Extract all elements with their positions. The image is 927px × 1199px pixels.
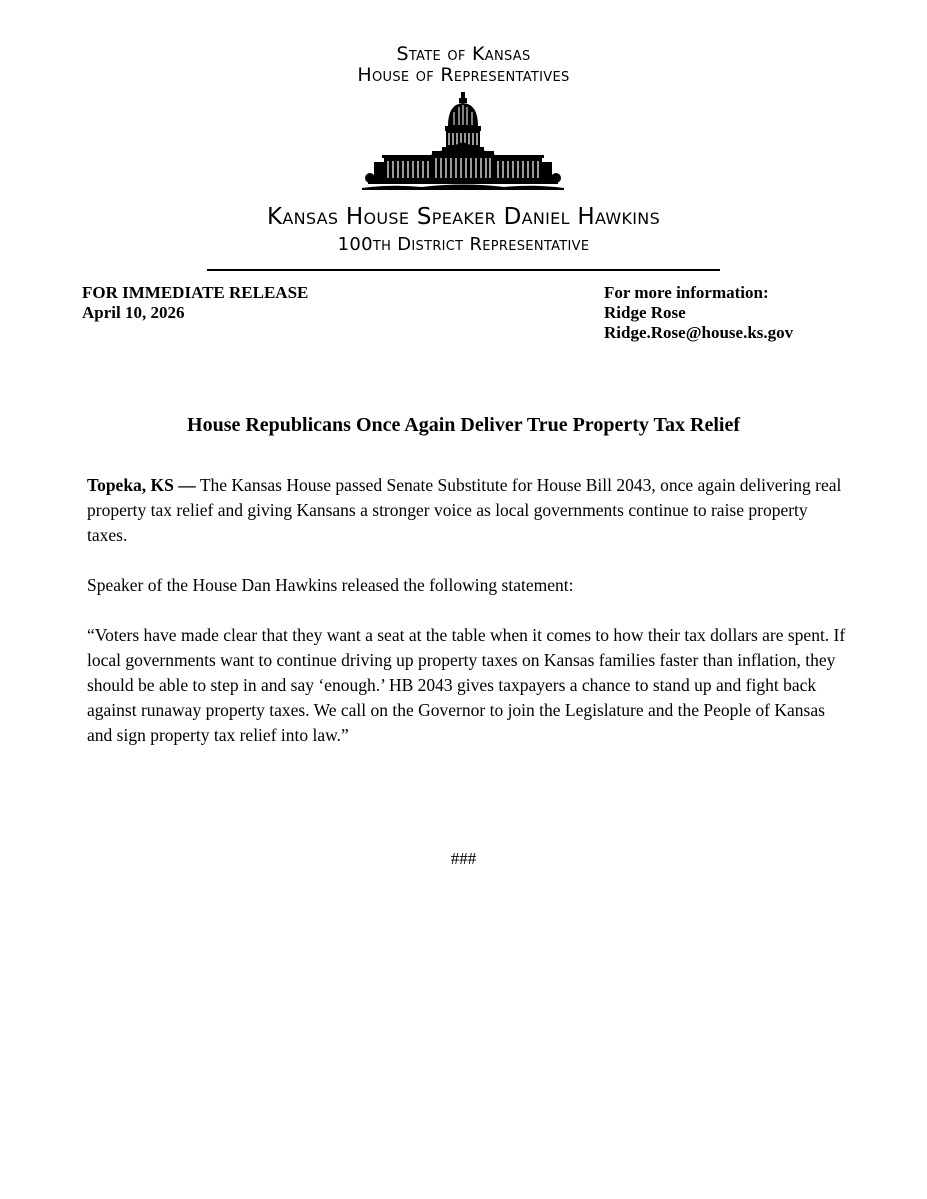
header-divider <box>207 269 720 271</box>
letterhead-house: House of Representatives <box>357 64 570 86</box>
letterhead-state: State of Kansas <box>396 43 531 65</box>
contact-label: For more information: <box>604 283 769 302</box>
dateline: Topeka, KS — <box>87 475 196 495</box>
contact-email: Ridge.Rose@house.ks.gov <box>604 323 794 342</box>
end-mark: ### <box>450 849 477 868</box>
lead-paragraph <box>87 473 847 548</box>
letterhead-district: 100th District Representative <box>337 234 590 255</box>
quote-paragraph: “Voters have made clear that they want a seat at the table when it comes to how their tax dollars are spent. If local governments want to continue driving up property taxes on Kansas families faster than inflation, they should be able to step in and say ‘enough.’ HB 2043 gives taxpayers a chance to stand up and fight back against runaway property taxes. We call on the Governor to join the Legislature and the People of Kansas and sign property tax relief into law.” <box>87 625 846 745</box>
contact-info <box>604 283 793 343</box>
lead-text: The Kansas House passed Senate Substitute for House Bill 2043, once again delivering real property tax relief and giving Kansans a stronger voice as local governments continue to raise property taxes. <box>87 475 842 545</box>
capitol-building-icon <box>362 92 564 194</box>
release-date: April 10, 2026 <box>82 303 185 322</box>
headline: House Republicans Once Again Deliver True Property Tax Relief <box>187 414 740 436</box>
contact-name: Ridge Rose <box>604 303 686 322</box>
letterhead-speaker: Kansas House Speaker Daniel Hawkins <box>266 204 661 230</box>
release-label: FOR IMMEDIATE RELEASE <box>82 283 309 302</box>
intro-paragraph: Speaker of the House Dan Hawkins released the following statement: <box>87 575 574 595</box>
release-info <box>82 283 308 323</box>
